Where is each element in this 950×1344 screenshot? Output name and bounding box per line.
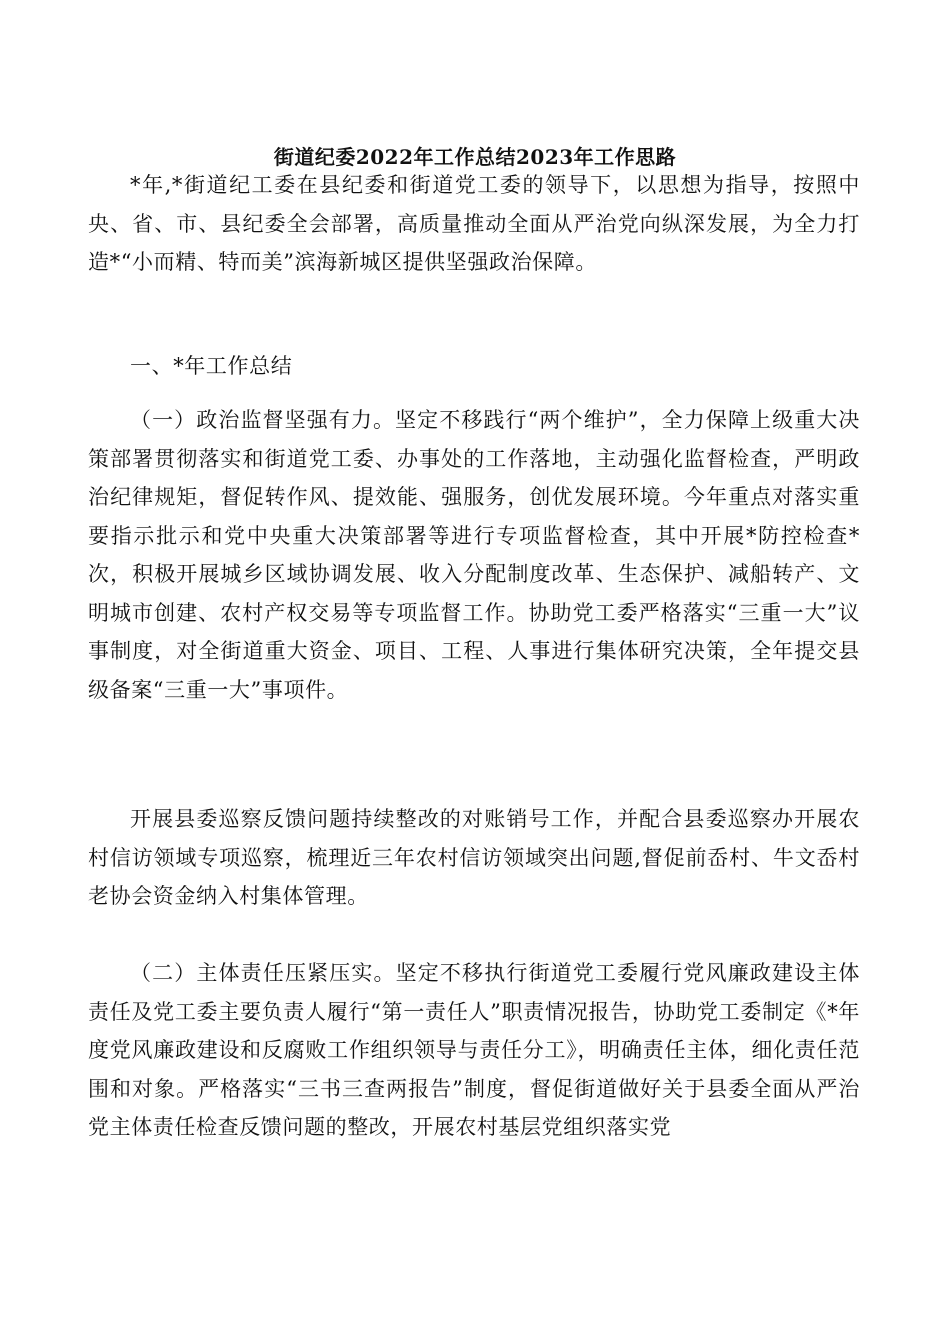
paragraph-main-responsibility: （二）主体责任压紧压实。坚定不移执行街道党工委履行党风廉政建设主体责任及党工委主要负责人履行“第一责任人”职责情况报告，协助党工委制定《*年度党风廉政建设和反腐败工作组织领导与责任分工》，明确责任主体，细化责任范围和对象。严格落实“三书三查两报告”制度，督促街道做好关于县委全面从严治党主体责任检查反馈问题的整改，开展农村基层党组织落实党 (88, 961, 860, 1139)
paragraph-inspection-rectification: 开展县委巡察反馈问题持续整改的对账销号工作，并配合县委巡察办开展农村信访领域专项巡察，梳理近三年农村信访领域突出问题,督促前岙村、牛文岙村老协会资金纳入村集体管理。 (88, 807, 860, 908)
paragraph-intro: *年,*街道纪工委在县纪委和街道党工委的领导下，以思想为指导，按照中央、省、市、县纪委全会部署，高质量推动全面从严治党向纵深发展，为全力打造*“小而精、特而美”滨海新城区提供坚强政治保障。 (88, 173, 860, 274)
section-heading-summary: 一、*年工作总结 (130, 354, 293, 378)
paragraph-political-supervision: （一）政治监督坚强有力。坚定不移践行“两个维护”，全力保障上级重大决策部署贯彻落实和街道党工委、办事处的工作落地，主动强化监督检查，严明政治纪律规矩，督促转作风、提效能、强服务，创优发展环境。今年重点对落实重要指示批示和党中央重大决策部署等进行专项监督检查，其中开展*防控检查*次，积极开展城乡区域协调发展、收入分配制度改革、生态保护、减船转产、文明城市创建、农村产权交易等专项监督工作。协助党工委严格落实“三重一大”议事制度，对全街道重大资金、项目、工程、人事进行集体研究决策，全年提交县级备案“三重一大”事项件。 (88, 408, 860, 702)
document-title: 街道纪委2022年工作总结2023年工作思路 (273, 145, 677, 169)
